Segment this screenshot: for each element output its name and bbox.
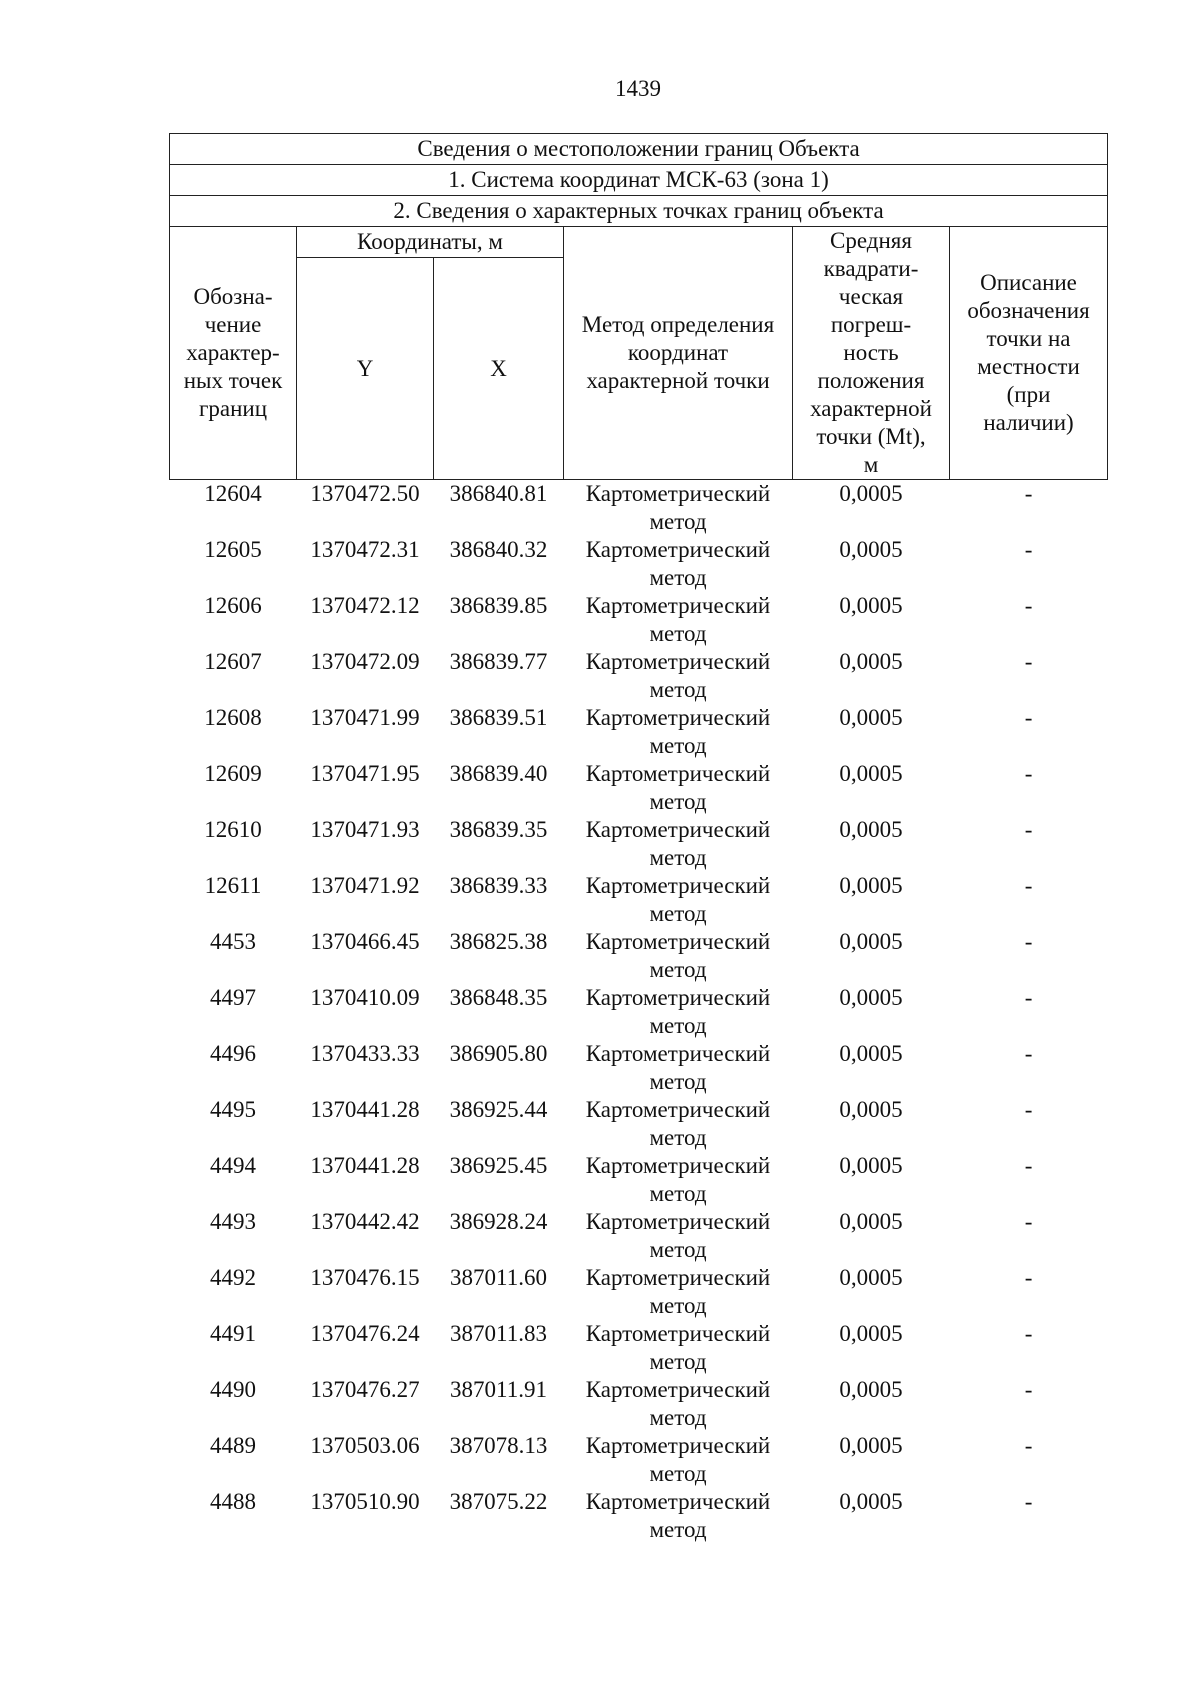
coordinate-system-heading: 1. Система координат МСК-63 (зона 1) [170,165,1108,196]
table-title: Сведения о местоположении границ Объекта [170,134,1108,165]
description-cell: - [1024,1321,1033,1346]
description-header: Описание обозначения точки на местности (при наличии) [950,227,1108,480]
method-cell: Картометрический метод [585,481,771,534]
x-coordinate-cell: 386925.44 [449,1097,548,1122]
error-cell: 0,0005 [839,1433,903,1458]
point-designation-cell: 4495 [210,1097,256,1122]
table-row [170,1320,1108,1376]
method-cell: Картометрический метод [585,1377,771,1430]
point-designation-cell: 4490 [210,1377,256,1402]
x-coordinate-cell: 387011.60 [450,1265,547,1290]
y-coordinate-cell: 1370471.99 [310,705,420,730]
description-cell: - [1024,1377,1033,1402]
coordinates-header: Координаты, м [297,227,564,258]
description-cell: - [1024,873,1033,898]
x-coordinate-cell: 386848.35 [449,985,548,1010]
table-row [170,1208,1108,1264]
description-cell: - [1024,1041,1033,1066]
point-designation-header: Обозна- чение характер- ных точек границ [170,227,297,480]
table-row [170,760,1108,816]
x-coordinate-cell: 386840.81 [449,481,548,506]
x-coordinate-cell: 386825.38 [449,929,548,954]
point-designation-cell: 4494 [210,1153,256,1178]
y-coordinate-cell: 1370510.90 [310,1489,420,1514]
table-row [170,704,1108,760]
method-cell: Картометрический метод [585,761,771,814]
x-coordinate-cell: 386839.35 [449,817,548,842]
x-coordinate-cell: 386839.40 [449,761,548,786]
page-number: 1439 [615,76,661,101]
error-cell: 0,0005 [839,1321,903,1346]
description-cell: - [1024,1153,1033,1178]
error-cell: 0,0005 [839,985,903,1010]
x-coordinate-cell: 386925.45 [449,1153,548,1178]
point-designation-cell: 12608 [204,705,262,730]
table-row [170,480,1108,537]
table-row [170,1264,1108,1320]
table-row [170,1488,1108,1544]
method-cell: Картометрический метод [585,873,771,926]
y-coordinate-cell: 1370472.12 [310,593,420,618]
error-cell: 0,0005 [839,1153,903,1178]
table-row [170,816,1108,872]
method-cell: Картометрический метод [585,1433,771,1486]
table-row [170,1432,1108,1488]
point-designation-cell: 12604 [204,481,262,506]
error-cell: 0,0005 [839,1265,903,1290]
table-row [170,928,1108,984]
point-designation-cell: 4496 [210,1041,256,1066]
x-coordinate-cell: 386905.80 [449,1041,548,1066]
boundary-points-table [169,133,1108,1544]
x-coordinate-cell: 386928.24 [449,1209,548,1234]
method-cell: Картометрический метод [585,1265,771,1318]
y-coordinate-header: Y [297,258,434,480]
table-row [170,592,1108,648]
method-cell: Картометрический метод [585,537,771,590]
x-coordinate-cell: 386839.77 [449,649,548,674]
point-designation-cell: 12605 [204,537,262,562]
error-cell: 0,0005 [839,761,903,786]
y-coordinate-cell: 1370476.27 [310,1377,420,1402]
method-cell: Картометрический метод [585,1209,771,1262]
table-row [170,1376,1108,1432]
x-coordinate-cell: 387011.83 [450,1321,547,1346]
method-cell: Картометрический метод [585,649,771,702]
x-coordinate-cell: 386839.51 [449,705,548,730]
description-cell: - [1024,1265,1033,1290]
error-cell: 0,0005 [839,705,903,730]
point-designation-cell: 4488 [210,1489,256,1514]
y-coordinate-cell: 1370441.28 [310,1153,420,1178]
method-cell: Картометрический метод [585,1321,771,1374]
x-coordinate-cell: 386839.85 [449,593,548,618]
section-heading: 2. Сведения о характерных точках границ объекта [170,196,1108,227]
point-designation-cell: 12606 [204,593,262,618]
description-cell: - [1024,1433,1033,1458]
description-cell: - [1024,593,1033,618]
y-coordinate-cell: 1370471.93 [310,817,420,842]
x-coordinate-cell: 386840.32 [449,537,548,562]
method-cell: Картометрический метод [585,985,771,1038]
y-coordinate-cell: 1370442.42 [310,1209,420,1234]
table-row [170,1152,1108,1208]
description-cell: - [1024,1097,1033,1122]
y-coordinate-cell: 1370433.33 [310,1041,420,1066]
error-header: Средняя квадрати- ческая погреш- ность положения характерной точки (Mt), м [793,227,950,480]
point-designation-cell: 4492 [210,1265,256,1290]
error-cell: 0,0005 [839,1377,903,1402]
y-coordinate-cell: 1370466.45 [310,929,420,954]
table-row [170,984,1108,1040]
point-designation-cell: 4497 [210,985,256,1010]
method-cell: Картометрический метод [585,705,771,758]
method-cell: Картометрический метод [585,929,771,982]
y-coordinate-cell: 1370410.09 [310,985,420,1010]
point-designation-cell: 12611 [204,873,262,898]
description-cell: - [1024,649,1033,674]
y-coordinate-cell: 1370472.50 [310,481,420,506]
error-cell: 0,0005 [839,929,903,954]
table-body [170,480,1108,1545]
description-cell: - [1024,705,1033,730]
error-cell: 0,0005 [839,817,903,842]
y-coordinate-cell: 1370471.95 [310,761,420,786]
method-cell: Картометрический метод [585,1153,771,1206]
method-cell: Картометрический метод [585,1097,771,1150]
point-designation-cell: 4489 [210,1433,256,1458]
x-coordinate-cell: 387011.91 [450,1377,547,1402]
table-row [170,648,1108,704]
error-cell: 0,0005 [839,1489,903,1514]
point-designation-cell: 4491 [210,1321,256,1346]
point-designation-cell: 4453 [210,929,256,954]
y-coordinate-cell: 1370472.09 [310,649,420,674]
description-cell: - [1024,481,1033,506]
error-cell: 0,0005 [839,481,903,506]
description-cell: - [1024,985,1033,1010]
method-header: Метод определения координат характерной точки [564,227,793,480]
table-row [170,872,1108,928]
description-cell: - [1024,1489,1033,1514]
x-coordinate-header: X [434,258,564,480]
error-cell: 0,0005 [839,1209,903,1234]
method-cell: Картометрический метод [585,1041,771,1094]
error-cell: 0,0005 [839,537,903,562]
y-coordinate-cell: 1370441.28 [310,1097,420,1122]
table-row [170,1096,1108,1152]
error-cell: 0,0005 [839,873,903,898]
x-coordinate-cell: 386839.33 [449,873,548,898]
description-cell: - [1024,929,1033,954]
error-cell: 0,0005 [839,649,903,674]
description-cell: - [1024,761,1033,786]
table-row [170,1040,1108,1096]
y-coordinate-cell: 1370471.92 [310,873,420,898]
x-coordinate-cell: 387078.13 [449,1433,548,1458]
method-cell: Картометрический метод [585,817,771,870]
y-coordinate-cell: 1370476.15 [310,1265,420,1290]
method-cell: Картометрический метод [585,1489,771,1542]
x-coordinate-cell: 387075.22 [449,1489,548,1514]
point-designation-cell: 12610 [204,817,262,842]
point-designation-cell: 4493 [210,1209,256,1234]
description-cell: - [1024,817,1033,842]
point-designation-cell: 12609 [204,761,262,786]
y-coordinate-cell: 1370476.24 [310,1321,420,1346]
method-cell: Картометрический метод [585,593,771,646]
error-cell: 0,0005 [839,1097,903,1122]
error-cell: 0,0005 [839,593,903,618]
table-row [170,536,1108,592]
y-coordinate-cell: 1370472.31 [310,537,420,562]
error-cell: 0,0005 [839,1041,903,1066]
description-cell: - [1024,1209,1033,1234]
y-coordinate-cell: 1370503.06 [310,1433,420,1458]
point-designation-cell: 12607 [204,649,262,674]
description-cell: - [1024,537,1033,562]
